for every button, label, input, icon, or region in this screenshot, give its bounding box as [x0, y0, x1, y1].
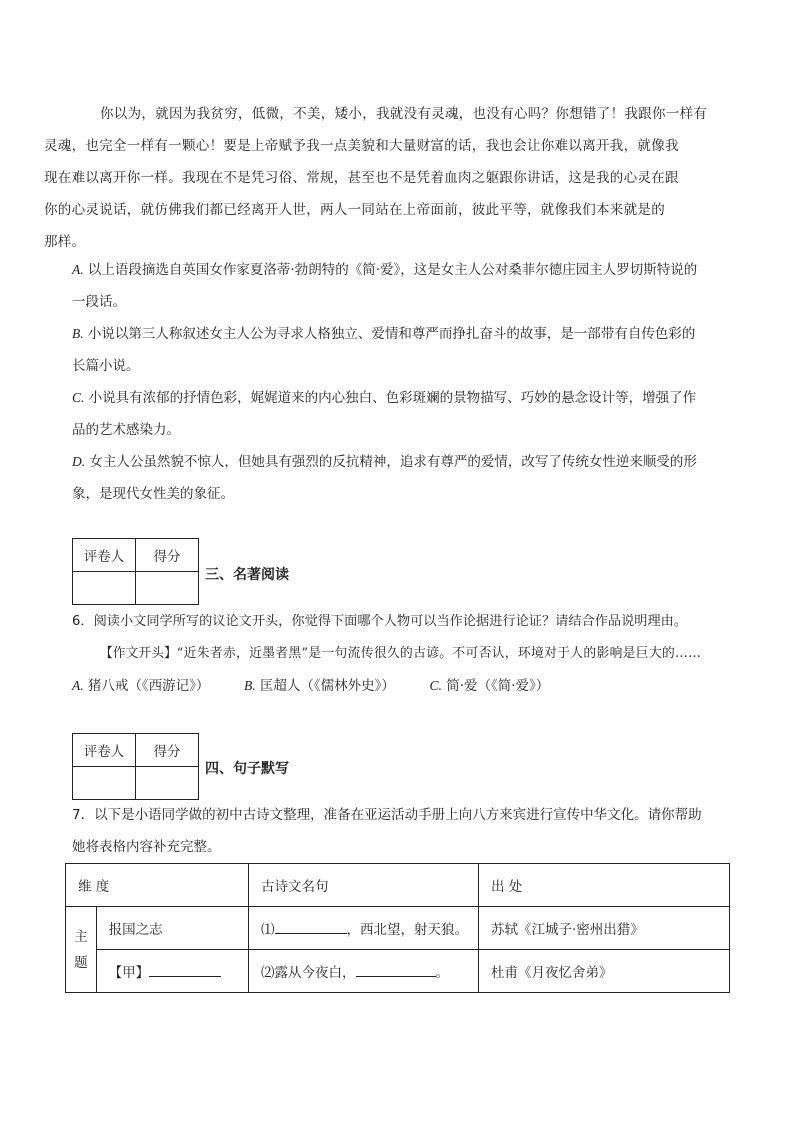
option-c — [72, 382, 728, 446]
question-7 — [72, 799, 728, 863]
grader-label: 评卷人 — [73, 539, 136, 572]
q7-line: 7．以下是小语同学做的初中古诗文整理，准备在亚运活动手册上向八方来宾进行宣传中华文化。请你帮助 — [72, 807, 702, 823]
header-dimension: 维 度 — [66, 864, 249, 907]
option-b — [72, 318, 728, 382]
passage-line: 那样。 — [44, 234, 86, 250]
table-header-row — [66, 864, 730, 907]
group-label-char: 题 — [74, 954, 88, 971]
essay-text: “近朱者赤，近墨者黑”是一句流传很久的古谚。不可否认，环境对于人的影响是巨大的…… — [176, 646, 702, 661]
option-text: 以上语段摘选自英国女作家夏洛蒂·勃朗特的《简·爱》，这是女主人公对桑菲尔德庄园主人罗切斯特说的 — [87, 262, 698, 278]
option-text: 小说以第三人称叙述女主人公为寻求人格独立、爱情和尊严而挣扎奋斗的故事，是一部带有自传色彩的 — [87, 326, 696, 342]
dimension-cell: 报国之志 — [96, 907, 248, 950]
group-label — [66, 907, 97, 993]
essay-opening — [72, 638, 728, 670]
score-label: 得分 — [136, 539, 199, 572]
score-label: 得分 — [136, 734, 199, 767]
option-d — [72, 446, 728, 510]
option-letter: C. — [72, 390, 85, 405]
quote-cell[interactable] — [249, 950, 479, 993]
question-6: 6．阅读小文同学所写的议论文开头，你觉得下面哪个人物可以当作论据进行论证？请结合作品说明理由。 — [72, 614, 688, 629]
passage — [44, 98, 728, 258]
choice-text: 匡超人（《儒林外史》） — [259, 678, 395, 694]
option-a — [72, 254, 728, 318]
q7-line: 她将表格内容补充完整。 — [72, 839, 221, 855]
section-title: 四、句子默写 — [205, 761, 289, 777]
passage-line: 现在难以离开你一样。我现在不是凭习俗、常规，甚至也不是凭着血肉之躯跟你讲话，这是我的心灵在跟 — [44, 170, 679, 186]
grader-label: 评卷人 — [73, 734, 136, 767]
score-box — [72, 538, 199, 605]
source-cell: 杜甫《月夜忆舍弟》 — [479, 950, 730, 993]
passage-line: 你以为，就因为我贫穷，低微，不美，矮小，我就没有灵魂，也没有心吗？你想错了！我跟你一样有 — [100, 106, 708, 122]
fill-blank[interactable] — [356, 964, 436, 977]
header-quote: 古诗文名句 — [249, 864, 479, 907]
grader-cell — [73, 767, 136, 800]
essay-tag: 【作文开头】 — [100, 646, 177, 661]
fill-blank[interactable] — [149, 964, 221, 977]
option-text: 女主人公虽然貌不惊人，但她具有强烈的反抗精神，追求有尊严的爱情，改写了传统女性逆来顺受的形 — [89, 454, 697, 470]
option-letter: B. — [72, 326, 84, 341]
score-box — [72, 733, 199, 800]
dimension-label: 【甲】 — [108, 965, 150, 981]
group-label-char: 主 — [74, 928, 88, 945]
q6-choices — [72, 670, 728, 702]
choice-letter: C. — [429, 678, 442, 693]
option-letter: A. — [72, 262, 84, 277]
passage-line: 灵魂，也完全一样有一颗心！要是上帝赋予我一点美貌和大量财富的话，我也会让你难以离开我，就像我 — [44, 138, 679, 154]
passage-line: 你的心灵说话，就仿佛我们都已经离开人世，两人一同站在上帝面前，彼此平等，就像我们本来就是的 — [44, 202, 665, 218]
table-row — [66, 950, 730, 993]
quote-text: ⑵露从今夜白， — [261, 965, 356, 981]
score-cell — [136, 572, 199, 605]
choice-text: 简·爱（《简·爱》） — [446, 678, 550, 694]
quote-text: ，西北望，射天狼。 — [346, 922, 468, 938]
choice-text: 猪八戒（《西游记》） — [87, 678, 210, 694]
source-cell: 苏轼《江城子·密州出猎》 — [479, 907, 730, 950]
grader-cell — [73, 572, 136, 605]
option-text: 小说具有浓郁的抒情色彩，娓娓道来的内心独白、色彩斑斓的景物描写、巧妙的悬念设计等，增强了作 — [88, 390, 697, 406]
quote-text: 。 — [435, 965, 449, 981]
option-text: 一段话。 — [72, 294, 126, 310]
header-source: 出 处 — [479, 864, 730, 907]
quote-number: ⑴ — [261, 922, 275, 938]
section-title: 三、名著阅读 — [205, 567, 289, 583]
option-text: 象，是现代女性美的象征。 — [72, 486, 234, 502]
table-row — [66, 907, 730, 950]
score-cell — [136, 767, 199, 800]
option-letter: D. — [72, 454, 86, 469]
dimension-cell[interactable] — [96, 950, 248, 993]
poetry-table — [65, 863, 730, 993]
fill-blank[interactable] — [275, 921, 347, 934]
choice-letter: A. — [72, 678, 84, 693]
choice-letter: B. — [244, 678, 256, 693]
option-text: 长篇小说。 — [72, 358, 140, 374]
quote-cell[interactable] — [249, 907, 479, 950]
option-text: 品的艺术感染力。 — [72, 422, 180, 438]
